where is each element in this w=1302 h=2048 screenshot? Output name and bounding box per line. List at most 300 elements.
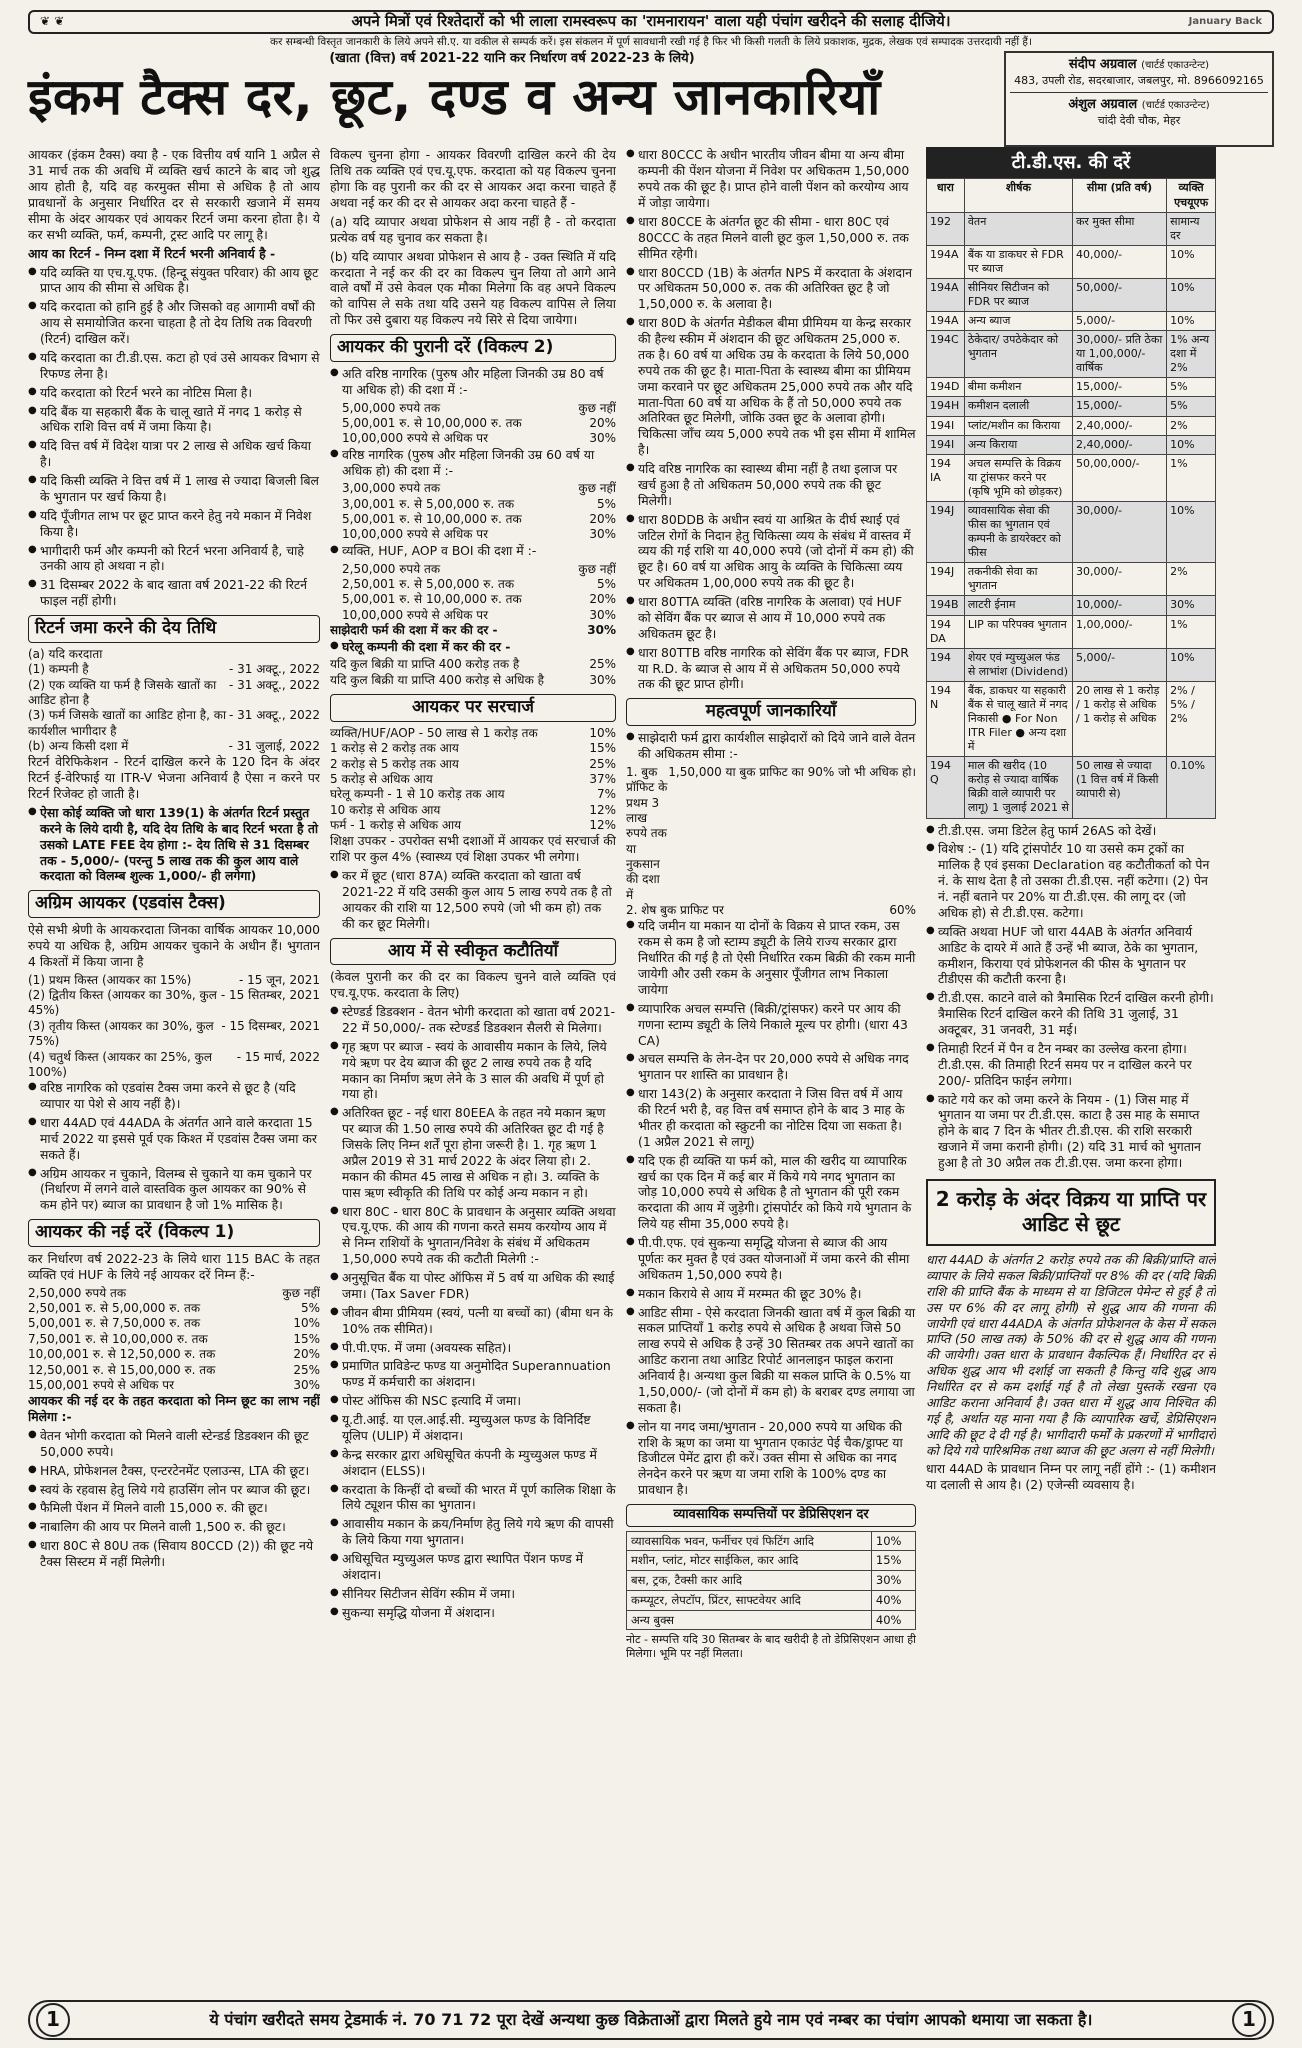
old-rate-row-label: 3,00,000 रुपये तक (342, 481, 441, 496)
tds-cell: 194 (927, 648, 965, 681)
new-rate-row (28, 1378, 320, 1393)
exclusion-item: ● फैमिली पेंशन में मिलने वाली 15,000 रु. की छूट। (28, 1500, 320, 1516)
tds-cell: 10% (1167, 312, 1216, 331)
deduction-item: ● गृह ऋण पर ब्याज - स्वयं के आवासीय मकान के लिये, लिये गये ऋण पर देय ब्याज की छूट 2 लाख रुपये तक है यदि मकान का निर्माण ऋण लेने के 3 साल की अवधि में पूर्ण हो गया हो। (330, 1039, 616, 1103)
tds-cell: सामान्य दर (1167, 212, 1216, 245)
tds-cell: 2,40,000/- (1072, 435, 1166, 454)
partner-salary-row-label: 1. बुक प्रॉफिट के प्रथम 3 लाख रुपये तक या नुकसान की दशा में (626, 764, 668, 902)
old-rate-row-label: 5,00,001 रु. से 10,00,000 रु. तक (342, 415, 522, 430)
section-80c-item: ● सीनियर सिटीजन सेविंग स्कीम में जमा। (330, 1586, 616, 1602)
tds-cell: 30,000/- (1072, 563, 1166, 596)
surcharge-row-value: 37% (589, 771, 616, 786)
ca-address-1: 483, उपली रोड, सदरबाजार, जबलपुर, मो. 8966092165 (1014, 74, 1264, 88)
tds-cell: 194J (927, 563, 965, 596)
partner-salary-row-label: 2. शेष बुक प्राफिट पर (626, 903, 724, 918)
tds-cell: 194B (927, 596, 965, 615)
tds-row (927, 648, 1216, 681)
advance-tax-notes (28, 1080, 320, 1213)
condition-item: ● यदि व्यक्ति या एच.यू.एफ. (हिन्दू संयुक्त परिवार) की आय छूट प्राप्त आय की सीमा से अधिक है। (28, 265, 320, 297)
company-rate-row (330, 673, 616, 688)
condition-item: ● भागीदारी फर्म और कम्पनी को रिटर्न भरना अनिवार्य है, चाहे उनकी आय हो अथवा न हो। (28, 543, 320, 575)
new-rate-row-label: 2,50,001 रु. से 5,00,000 रु. तक (28, 1301, 201, 1316)
tds-cell: बैंक, डाकघर या सहकारी बैंक से चालू खाते में नगद निकासी ● For Non ITR Filer ● अन्य दशा में (964, 681, 1072, 756)
old-rate-row-value: 30% (589, 607, 616, 622)
old-rate-row-label: 5,00,001 रु. से 10,00,000 रु. तक (342, 592, 522, 607)
old-rate-row (342, 527, 616, 542)
page-title: इंकम टैक्स दर, छूट, दण्ड व अन्य जानकारियाँ (28, 68, 881, 127)
ca-role-1: (चार्टर्ड एकाउन्टेन्ट) (1141, 60, 1210, 72)
section-80c-list (330, 1270, 616, 1621)
ornament-icon: ❦ ❦ (40, 14, 65, 29)
tds-cell: 10% (1167, 501, 1216, 562)
tds-cell: वेतन (964, 212, 1072, 245)
tds-cell: 2,40,000/- (1072, 416, 1166, 435)
tds-cell: शेयर एवं म्युच्युअल फंड से लाभांश (Dividend) (964, 648, 1072, 681)
depreciation-table (626, 1531, 916, 1631)
depreciation-cell: कम्प्यूटर, लेपटॉप, प्रिंटर, साफ्टवेयर आदि (627, 1590, 872, 1610)
tds-row (927, 501, 1216, 562)
tds-note: ● टी.डी.एस. काटने वाले को त्रैमासिक रिटर्न दाखिल करनी होगी। त्रैमासिक रिटर्न दाखिल करने की तिथि 31 जुलाई, 31 अक्टूबर, 31 जनवरी, 31 मई। (926, 990, 1216, 1038)
tds-cell: 194A (927, 312, 965, 331)
audit-exemption-text: धारा 44AD के अंतर्गत 2 करोड़ रुपये तक की बिक्री/प्राप्ति वाले व्यापार के लिये सकल बिक्री/प्राप्तियों पर 8% की दर (यदि बिक्री राशि की प्राप्ति बैंक के माध्यम से या डिजिटल पेमेन्ट से हुई है तो उस पर 6% की दर लागू होगी) से शुद्ध आय की गणना की जायेगी एवं धारा 44ADA के अंतर्गत प्रोफेशनल के केस में सकल प्राप्ति (50 लाख तक) के 50% की दर से शुद्ध आय की गणना की जायेगी। उक्त धारा के प्रावधान वैकल्पिक हैं। निर्धारित दर से अधिक शुद्ध आय भी दर्शाई जा सकती है किन्तु यदि शुद्ध आय निर्धारित दर से कम दर्शाई गई है तो लेखा पुस्तकें रखना एवं आडिट कराना अनिवार्य है। उक्त धारा में शुद्ध आय निश्चित की गई है, अर्थात यह माना गया है कि व्यापारिक खर्चे, डेप्रिसिएशन आदि की छूट दे दी गई है। भागीदारी फर्मों के प्रकरणों में भागीदारों को दिये गये पारिश्रमिक तथा ब्याज की छूट अलग से नहीं मिलेगी। (926, 1252, 1216, 1458)
deductions-intro: (केवल पुरानी कर की दर का विकल्प चुनने वाले व्यक्ति एवं एच.यू.एफ. करदाता के लिए) (330, 969, 616, 1001)
due-row (28, 739, 320, 754)
installment-row-value: - 15 जून, 2021 (239, 972, 320, 987)
tds-cell: बैंक या डाकघर से FDR पर ब्याज (964, 245, 1072, 278)
section-item: ● धारा 80TTA व्यक्ति (वरिष्ठ नागरिक के अलावा) एवं HUF को सेविंग बैंक पर ब्याज से आय में 10,000 रुपये तक अधिकतम छूट है। (626, 594, 916, 642)
section-item: ● धारा 80DDB के अधीन स्वयं या आश्रित के दीर्घ स्थाई एवं जटिल रोगों के निदान हेतु चिकित्सा व्यय के संबंध में वास्तव में व्यय की गई राशि या 40,000 रुपये (जो दोनों में कम हो) की छूट है। 60 वर्ष या अधिक आयु के व्यक्ति के चिकित्सा व्यय पर अधिकतम 1,00,000 रुपये तक की छूट है। (626, 512, 916, 591)
tds-cell: 50,000/- (1072, 278, 1166, 311)
old-rate-row-value: कुछ नहीं (578, 400, 616, 415)
section-80c-item: ● यू.टी.आई. या एल.आई.सी. म्युच्युअल फण्ड के विनिर्दिष्ट यूलिप (ULIP) में अंशदान। (330, 1412, 616, 1444)
surcharge-row-label: फर्म - 1 करोड़ से अधिक आय (330, 818, 462, 832)
old-rate-row-value: 5% (596, 577, 616, 592)
exclusion-item: ● वेतन भोगी करदाता को मिलने वाली स्टेन्डर्ड डिडक्शन की छूट 50,000 रुपये। (28, 1428, 320, 1460)
ca-address-2: चांदी देवी चौक, मेहर (1097, 113, 1181, 127)
page-number-left: 1 (36, 2003, 70, 2037)
surcharge-table (330, 726, 616, 834)
tds-row (927, 681, 1216, 756)
new-rate-row-label: 15,00,001 रुपये से अधिक पर (28, 1377, 174, 1392)
tds-cell: 10% (1167, 648, 1216, 681)
old-rate-group-title: ● व्यक्ति, HUF, AOP व BOI की दशा में :- (330, 543, 616, 559)
surcharge-row-value: 7% (596, 787, 616, 802)
installment-row (28, 973, 320, 988)
option-text: विकल्प चुनना होगा - आयकर विवरणी दाखिल करने की देय तिथि तक व्यक्ति एवं एच.यू.एफ. करदाता को यह विकल्प चुनना होगा कि वह पुरानी कर की दर से आयकर अदा करना चाहते हैं अथवा नई कर की दर से आयकर अदा करना चाहते हैं - (330, 147, 616, 211)
section-item: ● धारा 80D के अंतर्गत मेडीकल बीमा प्रीमियम या केन्द्र सरकार की हैल्थ स्कीम में अंशदान की छूट अधिकतम 25,000 रु. तक है। 60 वर्ष या अधिक उम्र के करदाता के लिये 50,000 रुपये तक की छूट है। माता-पिता के स्वास्थ्य बीमा का प्रीमियम जमा करवाने पर छूट अधिकतम 25,000 रुपये तक और यदि माता-पिता 60 वर्ष या अधिक के हैं तो 50,000 रुपये तक अतिरिक्त छूट मिलेगी, जोकि उक्त छूट के अलावा होगी। चिकित्सा जाँच व्यय 5,000 रुपये तक भी इस सीमा में शामिल है। (626, 315, 916, 458)
important-info-list (626, 918, 916, 1498)
deduction-item: ● धारा 80C - धारा 80C के प्रावधान के अनुसार व्यक्ति अथवा एच.यू.एफ. की आय की गणना करते समय करयोग्य आय में से निम्न राशियों के भुगतान/निवेश के संबंध में अधिकतम 1,50,000 रुपये तक की कटौती मिलेगी :- (330, 1204, 616, 1268)
surcharge-row-value: 12% (589, 818, 616, 832)
option-a: (a) यदि व्यापार अथवा प्रोफेशन से आय नहीं है - तो करदाता प्रत्येक वर्ष यह चुनाव कर सकता है। (330, 213, 616, 245)
tds-cell: अन्य ब्याज (964, 312, 1072, 331)
tds-column-header: सीमा (प्रति वर्ष) (1072, 179, 1166, 212)
surcharge-row-value: 25% (589, 756, 616, 771)
tds-note: ● विशेष :- (1) यदि ट्रांसपोर्टर 10 या उससे कम ट्रकों का मालिक है एवं इसका Declaration वह कटौतीकर्ता को पेन नं. के साथ देता है तो उसका टी.डी.एस. नहीं कटेगा। (2) पेन नं. नहीं बताने पर 20% या टी.डी.एस. की लागू दर (जो अधिक हो) से टी.डी.एस. कटेगा। (926, 841, 1216, 920)
due-row-value: - 31 अक्टू., 2022 (229, 662, 320, 677)
new-rate-row (28, 1301, 320, 1316)
tds-cell: 194A (927, 245, 965, 278)
rebate-text: ● कर में छूट (धारा 87A) व्यक्ति करदाता को खाता वर्ष 2021-22 में यदि उसकी कुल आय 5 लाख रुपये तक है तो आयकर की राशि या 12,500 रुपये (जो भी कम हो) तक की कर छूट मिलेगी। (330, 868, 616, 932)
tds-cell: 192 (927, 212, 965, 245)
important-info-heading: महत्वपूर्ण जानकारियाँ (626, 698, 916, 726)
new-rates-table (28, 1286, 320, 1394)
fiscal-year-line: (खाता (वित्त) वर्ष 2021-22 यानि कर निर्धारण वर्ष 2022-23 के लिये) (329, 51, 695, 67)
ca-role-2: (चार्टर्ड एकाउन्टेन्ट) (1141, 100, 1210, 112)
surcharge-row-value: 15% (589, 741, 616, 756)
deductions-list (330, 1004, 616, 1267)
due-row-value: - 31 अक्टू., 2022 (229, 677, 320, 692)
depreciation-cell: 10% (871, 1531, 915, 1551)
depreciation-cell: 30% (871, 1571, 915, 1591)
due-row-label: (1) कम्पनी है (28, 662, 89, 677)
due-row-label: (a) यदि करदाता (28, 646, 103, 661)
important-item: ● अचल सम्पत्ति के लेन-देन पर 20,000 रुपये से अधिक नगद भुगतान पर शास्ति का प्रावधान है। (626, 1051, 916, 1083)
tds-cell: 194C (927, 331, 965, 378)
old-rate-row (342, 431, 616, 446)
tds-cell: 194H (927, 397, 965, 416)
tds-cell: 20 लाख से 1 करोड़ / 1 करोड़ से अधिक / 1 करोड़ से अधिक (1072, 681, 1166, 756)
tds-heading: टी.डी.एस. की दरें (926, 147, 1216, 178)
old-rate-row-label: 5,00,001 रु. से 10,00,000 रु. तक (342, 512, 522, 527)
tds-cell: सीनियर सिटीजन को FDR पर ब्याज (964, 278, 1072, 311)
partner-salary-row-value: 1,50,000 या बुक प्राफिट का 90% जो भी अधिक हो। (668, 764, 916, 779)
surcharge-row (330, 818, 616, 833)
important-item: ● यदि जमीन या मकान या दोनों के विक्रय से प्राप्त रकम, उस रकम से कम है जो स्टाम्प ड्यूटी के लिये राज्य सरकार द्वारा निर्धारित की गई है तो ऐसी निर्धारित रकम बिक्री की रकम मानी जायेगी और उसी रकम के अनुसार पूँजीगत लाभ निकाला जायेगा (626, 918, 916, 997)
new-rate-row (28, 1286, 320, 1301)
tds-cell: बीमा कमीशन (964, 378, 1072, 397)
tds-row (927, 615, 1216, 648)
old-rate-group (330, 562, 616, 623)
tds-note: ● काटे गये कर को जमा करने के नियम - (1) जिस माह में भुगतान या जमा पर टी.डी.एस. काटा है उस माह के समाप्त होने के बाद 7 दिन के भीतर टी.डी.एस. की राशि सरकारी खजाने में जमा करानी होगी। (2) यदि 31 मार्च को भुगतान हुआ है तो 30 अप्रैल तक टी.डी.एस. जमा करना होगा। (926, 1092, 1216, 1171)
column-1 (28, 147, 320, 1997)
top-banner (28, 10, 1274, 34)
tds-cell: 2% (1167, 416, 1216, 435)
new-rate-row-value: 15% (293, 1331, 320, 1346)
tds-cell: 2% / 5% / 2% (1167, 681, 1216, 756)
old-rate-row-label: 10,00,000 रुपये से अधिक पर (342, 527, 488, 542)
important-item: ● पी.पी.एफ. एवं सुकन्या समृद्धि योजना से ब्याज की आय पूर्णतः कर मुक्त है एवं उक्त योजनाओं में जमा करने की सीमा अधिकतम 1,50,000 रुपये है। (626, 1235, 916, 1283)
tds-row (927, 397, 1216, 416)
exclusion-item: ● स्वयं के रहवास हेतु लिये गये हाउसिंग लोन पर ब्याज की छूट। (28, 1482, 320, 1498)
ca-name-2: अंशुल अग्रवाल (1068, 97, 1138, 113)
tds-cell: 1% (1167, 615, 1216, 648)
deduction-item: ● स्टेण्डर्ड डिडक्शन - वेतन भोगी करदाता को खाता वर्ष 2021-22 में 50,000/- तक स्टेण्डर्ड डिडक्शन सैलरी से मिलेगा। (330, 1004, 616, 1036)
top-right-label: January Back (1188, 15, 1262, 27)
due-row-label: (2) एक व्यक्ति या फर्म है जिसके खातों का आडिट होना है (28, 677, 217, 707)
old-rate-row (342, 401, 616, 416)
section-item: ● धारा 80CCC के अधीन भारतीय जीवन बीमा या अन्य बीमा कम्पनी की पेंशन योजना में निवेश पर अधिकतम 1,50,000 रुपये तक की छूट है। प्राप्त होने वाली पेंशन को करयोग्य आय में जोड़ा जायेगा। (626, 147, 916, 211)
column-3 (626, 147, 916, 1997)
depreciation-cell: 40% (871, 1590, 915, 1610)
disclaimer: कर सम्बन्धी विस्तृत जानकारी के लिये अपने सी.ए. या वकील से सम्पर्क करें। इस संकलन में पूर्ण सावधानी रखी गई है फिर भी किसी गलती के लिये प्रकाशक, मुद्रक, लेखक एवं सम्पादक उत्तरदायी नहीं हैं। (270, 36, 1032, 48)
tds-cell: 5% (1167, 397, 1216, 416)
tds-cell: 30% (1167, 596, 1216, 615)
old-rate-row-label: 5,00,000 रुपये तक (342, 400, 441, 415)
tds-cell: ठेकेदार/ उपठेकेदार को भुगतान (964, 331, 1072, 378)
new-rate-row-value: 30% (293, 1377, 320, 1392)
condition-item: ● 31 दिसम्बर 2022 के बाद खाता वर्ष 2021-22 की रिटर्न फाइल नहीं होगी। (28, 577, 320, 609)
footer-text: ये पंचांग खरीदते समय ट्रेडमार्क नं. 70 71 72 पूरा देखें अन्यथा कुछ विक्रेताओं द्वारा मिलते हुये नाम एवं नम्बर का पंचांग आपको थमाया जा सकता है। (209, 2009, 1093, 2029)
surcharge-row-label: 1 करोड़ से 2 करोड़ तक आय (330, 741, 459, 756)
installment-row-label: (2) द्वितीय किस्त (आयकर का 30%, कुल 45%) (28, 988, 217, 1018)
tds-cell: 194 N (927, 681, 965, 756)
tds-cell: 1,00,000/- (1072, 615, 1166, 648)
tds-cell: 194I (927, 416, 965, 435)
old-rate-row-label: 3,00,001 रु. से 5,00,000 रु. तक (342, 496, 515, 511)
due-date-heading: रिटर्न जमा करने की देय तिथि (28, 615, 320, 643)
surcharge-row-label: व्यक्ति/HUF/AOP - 50 लाख से 1 करोड़ तक (330, 725, 538, 740)
deductions-heading: आय में से स्वीकृत कटौतियाँ (330, 938, 616, 966)
important-item: ● यदि एक ही व्यक्ति या फर्म को, माल की खरीद या व्यापारिक खर्च का एक दिन में कई बार में किये गये नगद भुगतान का जोड़ 10,000 रुपये से अधिक है तो भुगतान की पूरी रकम करदाता की आय में जुड़ेगी। ट्रांसपोर्टर को किये गये भुगतान के लिये यह सीमा 35,000 रुपये है। (626, 1153, 916, 1232)
tds-cell: 10% (1167, 435, 1216, 454)
return-conditions (28, 265, 320, 610)
tds-cell: 15,000/- (1072, 397, 1166, 416)
deduction-item: ● अतिरिक्त छूट - नई धारा 80EEA के तहत नये मकान ऋण पर ब्याज की 1.50 लाख रुपये की अतिरिक्त छूट दी गई है जिसके लिए निम्न शर्तें पूरा होना जरूरी है। 1. गृह ऋण 1 अप्रैल 2019 से 31 मार्च 2022 के अंदर लिया हो। 2. मकान की कीमत 45 लाख से अधिक न हो। 3. व्यक्ति के पास ऋण स्वीकृति की तिथि पर कोई अन्य मकान न हो। (330, 1105, 616, 1200)
surcharge-row-label: 10 करोड़ से अधिक आय (330, 802, 441, 817)
tds-cell: 194D (927, 378, 965, 397)
verification-text: रिटर्न वेरिफिकेशन - रिटर्न दाखिल करने के 120 दिन के अंदर रिटर्न ई-वेरिफाई या ITR-V भेजना अनिवार्य है ऐसा न करने पर रिटर्न रिजेक्ट हो जाती है। (28, 754, 320, 802)
old-rate-row-label: 2,50,001 रु. से 5,00,000 रु. तक (342, 577, 515, 592)
advance-note: ● धारा 44AD एवं 44ADA के अंतर्गत आने वाले करदाता 15 मार्च 2022 या इससे पूर्व एक किश्त में एडवांस टैक्स जमा कर सकते हैं। (28, 1115, 320, 1163)
new-rate-row-value: 20% (293, 1347, 320, 1362)
section-80c-item: ● आवासीय मकान के क्रय/निर्माण हेतु लिये गये ऋण की वापसी के लिये किया गया भुगतान। (330, 1516, 616, 1548)
header (28, 51, 1274, 147)
tds-cell: 194 IA (927, 454, 965, 501)
tds-row (927, 245, 1216, 278)
old-rate-group (330, 401, 616, 447)
condition-item: ● यदि पूँजीगत लाभ पर छूट प्राप्त करने हेतु नये मकान में निवेश किया है। (28, 508, 320, 540)
old-rate-row-label: 10,00,000 रुपये से अधिक पर (342, 431, 488, 446)
new-rate-row-value: 10% (293, 1316, 320, 1331)
important-item: ● लोन या नगद जमा/भुगतान - 20,000 रुपये या अधिक की राशि के ऋण का जमा या भुगतान एकाउंट पेई चैक/ड्राफ्ट या डिजीटल पेमेंट द्वारा ही करें। उक्त सीमा से अधिक का नगद लेनदेन करने पर ऋण या जमा राशि के 100% दण्ड का प्रावधान है। (626, 1419, 916, 1498)
section-80c-item: ● पोस्ट ऑफिस की NSC इत्यादि में जमा। (330, 1393, 616, 1409)
new-rate-row-label: 2,50,000 रुपये तक (28, 1285, 127, 1300)
installment-row-label: (1) प्रथम किस्त (आयकर का 15%) (28, 972, 192, 987)
partner-salary-row-value: 60% (889, 903, 916, 918)
old-rate-row-value: कुछ नहीं (578, 561, 616, 576)
exclusion-item: ● धारा 80C से 80U तक (सिवाय 80CCD (2)) की छूट नये टैक्स सिस्टम में नहीं मिलेगी। (28, 1538, 320, 1570)
tds-cell: माल की खरीद (10 करोड़ से ज्यादा वार्षिक बिक्री वाले व्यापारी पर लागू) 1 जुलाई 2021 से (964, 757, 1072, 818)
new-rate-row-label: 7,50,001 रु. से 10,00,000 रु. तक (28, 1331, 208, 1346)
surcharge-row (330, 787, 616, 802)
ca-box (1004, 51, 1274, 147)
section-item: ● यदि वरिष्ठ नागरिक का स्वास्थ्य बीमा नहीं है तथा इलाज पर खर्च हुआ है तो अधिकतम 50,000 रुपये तक की छूट मिलेगी। (626, 461, 916, 509)
old-rate-row (342, 608, 616, 623)
old-rate-row-label: 10,00,000 रुपये से अधिक पर (342, 607, 488, 622)
section-item: ● धारा 80CCD (1B) के अंतर्गत NPS में करदाता के अंशदान पर अधिकतम 50,000 रु. तक की अतिरिक्त छूट है जो 1,50,000 रु. के अलावा है। (626, 265, 916, 313)
footer (28, 2000, 1274, 2040)
tds-cell: प्लांट/मशीन का किराया (964, 416, 1072, 435)
depreciation-row (627, 1590, 916, 1610)
column-4 (926, 147, 1216, 1997)
surcharge-heading: आयकर पर सरचार्ज (330, 694, 616, 722)
installment-row (28, 1019, 320, 1050)
old-rate-group-title: ● अति वरिष्ठ नागरिक (पुरुष और महिला जिनकी उम्र 80 वर्ष या अधिक हो) की दशा में :- (330, 366, 616, 398)
installment-row (28, 988, 320, 1019)
condition-item: ● यदि बैंक या सहकारी बैंक के चालू खाते में नगद 1 करोड़ से अधिक राशि वित्त वर्ष में जमा किया है। (28, 404, 320, 436)
new-rate-row-label: 12,50,001 रु. से 15,00,000 रु. तक (28, 1362, 216, 1377)
tds-note: ● व्यक्ति अथवा HUF जो धारा 44AB के अंतर्गत अनिवार्य आडिट के दायरे में आते हैं उन्हें भी ब्याज, ठेके का भुगतान, कमीशन, किराया एवं प्रोफेशनल की फीस के भुगतान पर टीडीएस की कटौती करना है। (926, 924, 1216, 988)
important-intro: ● साझेदारी फर्म द्वारा कार्यशील साझेदारों को दिये जाने वाले वेतन की अधिकतम सीमा :- (626, 730, 916, 762)
new-rate-row-label: 5,00,001 रु. से 7,50,000 रु. तक (28, 1316, 201, 1331)
new-rates-intro: कर निर्धारण वर्ष 2022-23 के लिये धारा 115 BAC के तहत व्यक्ति एवं HUF के लिये नई आयकर दरें निम्न हैं:- (28, 1250, 320, 1282)
tds-cell: 50,00,000/- (1072, 454, 1166, 501)
installment-row-label: (4) चतुर्थ किस्त (आयकर का 25%, कुल 100%) (28, 1049, 213, 1079)
important-item: ● धारा 143(2) के अनुसार करदाता ने जिस वित्त वर्ष में आय की रिटर्न भरी है, वह वित्त वर्ष समाप्त होने के बाद 3 माह के भीतर ही करदाता को स्क्रुटनी का नोटिस दिया जा सकता है। (1 अप्रैल 2021 से लागू) (626, 1086, 916, 1150)
new-rate-row-value: 5% (300, 1301, 320, 1316)
exclusion-item: ● नाबालिग की आय पर मिलने वाली 1,500 रु. की छूट। (28, 1519, 320, 1535)
top-banner-text: अपने मित्रों एवं रिश्तेदारों को भी लाला रामस्वरूप का 'रामनारायन' वाला यही पंचांग खरीदने की सलाह दीजिये। (351, 12, 951, 31)
tds-cell: अचल सम्पत्ति के विक्रय या ट्रांसफर करने पर (कृषि भूमि को छोड़कर) (964, 454, 1072, 501)
tds-cell: LIP का परिपक्व भुगतान (964, 615, 1072, 648)
tds-cell: तकनीकी सेवा का भुगतान (964, 563, 1072, 596)
surcharge-row-value: 12% (589, 802, 616, 817)
advance-tax-installments (28, 973, 320, 1081)
tds-row (927, 757, 1216, 818)
new-rate-row (28, 1332, 320, 1347)
section-item: ● धारा 80TTB वरिष्ठ नागरिक को सेविंग बैंक पर ब्याज, FDR या R.D. के ब्याज से आय में से अधिकतम 50,000 रुपये तक की छूट प्राप्त होगी। (626, 645, 916, 693)
condition-item: ● यदि करदाता को रिटर्न भरने का नोटिस मिला है। (28, 385, 320, 401)
company-heading: ● घरेलू कम्पनी की दशा में कर की दर - (330, 639, 616, 655)
old-rate-row (342, 577, 616, 592)
depreciation-cell: मशीन, प्लांट, मोटर साईकिल, कार आदि (627, 1551, 872, 1571)
new-rate-row-label: 10,00,001 रु. से 12,50,000 रु. तक (28, 1347, 216, 1362)
surcharge-row-value: 10% (589, 725, 616, 740)
tds-cell: 5,000/- (1072, 312, 1166, 331)
tds-row (927, 563, 1216, 596)
company-rate-row-label: यदि कुल बिक्री या प्राप्ति 400 करोड़ से अधिक है (330, 672, 544, 687)
installment-row-value: - 15 मार्च, 2022 (236, 1049, 320, 1064)
depreciation-note: नोट - सम्पत्ति यदि 30 सितम्बर के बाद खरीदी है तो डेप्रिसिएशन आधा ही मिलेगा। भूमि पर नहीं मिलता। (626, 1633, 916, 1661)
due-date-list (28, 647, 320, 755)
option-b: (b) यदि व्यापार अथवा प्रोफेशन से आय है - उक्त स्थिति में यदि करदाता ने नई कर की दर का विकल्प चुन लिया तो आगे आने वाले वर्षों में उसे केवल एक मौका मिलेगा कि वह अपने विकल्प को वापिस ले सके तथा यदि उसने यह विकल्प वापिस ले लिया तो फिर उसे दुबारा यह विकल्प नये सिरे से दिया जायेगा। (330, 248, 616, 328)
important-item: ● आडिट सीमा - ऐसे करदाता जिनकी खाता वर्ष में कुल बिक्री या सकल प्राप्तियाँ 1 करोड़ रुपये से अधिक है अथवा जिसे 50 लाख रुपये से अधिक है उन्हें 30 सितम्बर तक अपने खातों का आडिट कराना तथा आडिट रिपोर्ट आनलाइन फाइल कराना अनिवार्य है। अन्यथा कुल बिक्री या सकल प्राप्ति के 0.5% या 1,50,000/- (जो दोनों में कम हो) के बराबर दण्ड लगाया जा सकता है। (626, 1305, 916, 1416)
company-rate-row (330, 657, 616, 672)
surcharge-row-label: 5 करोड़ से अधिक आय (330, 771, 433, 786)
surcharge-row (330, 803, 616, 818)
old-rate-row-value: 5% (596, 496, 616, 511)
partner-firm-value: 30% (587, 623, 616, 638)
cess-text: शिक्षा उपकर - उपरोक्त सभी दशाओं में आयकर एवं सरचार्ज की राशि पर कुल 4% (स्वास्थ्य एवं शिक्षा उपकर भी लगेगा। (330, 833, 616, 865)
intro-text: आयकर (इंकम टैक्स) क्या है - एक वित्तीय वर्ष यानि 1 अप्रैल से 31 मार्च तक की अवधि में व्यक्ति खर्च काटने के बाद जो शुद्ध आय होती है, यदि वह करमुक्त सीमा से अधिक है तो आय प्रावधानों के अनुसार निर्धारित दर से सरकारी खजाने में समय सीमा के अंदर आयकर एवं आयकर रिटर्न जमा करना होता है। ये कर सभी व्यक्ति, फर्म, कम्पनी, ट्रस्ट आदि पर लागू है। (28, 147, 320, 242)
old-rates-groups (330, 366, 616, 623)
section-80c-item: ● अनुसूचित बैंक या पोस्ट ऑफिस में 5 वर्ष या अधिक की स्थाई जमा। (Tax Saver FDR) (330, 1270, 616, 1302)
depreciation-cell: अन्य बुक्स (627, 1610, 872, 1630)
due-row (28, 662, 320, 677)
old-rate-row-value: 20% (589, 512, 616, 527)
old-rate-row-value: 20% (589, 415, 616, 430)
important-item: ● व्यापारिक अचल सम्पत्ति (बिक्री/ट्रांसफर) करने पर आय की गणना स्टाम्प ड्यूटी के लिये निकाले मूल्य पर होगी। (धारा 43 CA) (626, 1001, 916, 1049)
tds-cell: 30,000/- प्रति ठेका या 1,00,000/- वार्षिक (1072, 331, 1166, 378)
tds-cell: 10% (1167, 245, 1216, 278)
late-fee-text: ● ऐसा कोई व्यक्ति जो धारा 139(1) के अंतर्गत रिटर्न प्रस्तुत करने के लिये दायी है, यदि देय तिथि के बाद रिटर्न भरता है तो उसको LATE FEE देय होगा :- देय तिथि से 31 दिसम्बर तक - 5,000/- (परन्तु 5 लाख तक की कुल आय वाले करदाता को विलम्ब शुल्क 1,000/- ही लगेगा) (28, 805, 320, 884)
new-rate-row-value: कुछ नहीं (282, 1285, 320, 1300)
section-item: ● धारा 80CCE के अंतर्गत छूट की सीमा - धारा 80C एवं 80CCC के तहत मिलने वाली छूट कुल 1,50,000 रु. तक सीमित रहेगी। (626, 214, 916, 262)
tds-row (927, 416, 1216, 435)
surcharge-row-label: 2 करोड़ से 5 करोड़ तक आय (330, 756, 459, 771)
surcharge-row (330, 757, 616, 772)
installment-row (28, 1050, 320, 1081)
tds-cell: 194I (927, 435, 965, 454)
condition-item: ● यदि करदाता का टी.डी.एस. कटा हो एवं उसे आयकर विभाग से रिफण्ड लेना है। (28, 350, 320, 382)
partner-salary-row (626, 765, 916, 903)
old-rate-row-value: कुछ नहीं (578, 481, 616, 496)
partner-salary-row (626, 903, 916, 918)
old-rate-row-value: 30% (589, 527, 616, 542)
due-row-label: (3) फर्म जिसके खातों का आडिट होना है, का कार्यशील भागीदार है (28, 708, 227, 738)
tds-cell: 30,000/- (1072, 501, 1166, 562)
exclusion-item: ● HRA, प्रोफेशनल टैक्स, एन्टरटेनमेंट एलाउन्स, LTA की छूट। (28, 1463, 320, 1479)
company-rate-row-label: यदि कुल बिक्री या प्राप्ति 400 करोड़ तक है (330, 657, 520, 672)
advance-tax-heading: अग्रिम आयकर (एडवांस टैक्स) (28, 890, 320, 918)
tds-cell: 10,000/- (1072, 596, 1166, 615)
return-heading: आय का रिटर्न - निम्न दशा में रिटर्न भरनी अनिवार्य है - (28, 245, 276, 261)
condition-item: ● यदि वित्त वर्ष में विदेश यात्रा पर 2 लाख से अधिक खर्च किया है। (28, 438, 320, 470)
installment-row-value: - 15 दिसम्बर, 2021 (221, 1018, 320, 1033)
tds-cell: 50 लाख से ज्यादा (1 वित्त वर्ष में किसी व्यापारी से) (1072, 757, 1166, 818)
company-rate-row-value: 25% (589, 657, 616, 672)
installment-row-value: - 15 सितम्बर, 2021 (220, 988, 320, 1003)
depreciation-cell: व्यावसायिक भवन, फर्नीचर एवं फिटिंग आदि (627, 1531, 872, 1551)
section-80c-item: ● सुकन्या समृद्धि योजना में अंशदान। (330, 1605, 616, 1621)
new-rates-exclusions-heading: आयकर की नई दर के तहत करदाता को निम्न छूट का लाभ नहीं मिलेगा :- (28, 1393, 320, 1425)
due-row (28, 678, 320, 709)
section-80c-item: ● अधिसूचित म्युच्युअल फण्ड द्वारा स्थापित पेंशन फण्ड में अंशदान। (330, 1551, 616, 1583)
page-number-right: 1 (1232, 2003, 1266, 2037)
tds-cell: 5% (1167, 378, 1216, 397)
due-row (28, 647, 320, 662)
tds-cell: लाटरी ईनाम (964, 596, 1072, 615)
section-80c-item: ● करदाता के किन्हीं दो बच्चों की भारत में पूर्ण कालिक शिक्षा के लिये ट्यूशन फीस का भुगतान। (330, 1482, 616, 1514)
tds-cell: 5,000/- (1072, 648, 1166, 681)
depreciation-row (627, 1551, 916, 1571)
tds-row (927, 278, 1216, 311)
section-80c-item: ● केन्द्र सरकार द्वारा अधिसूचित कंपनी के म्युच्युअल फण्ड में अंशदान (ELSS)। (330, 1447, 616, 1479)
surcharge-row (330, 772, 616, 787)
tds-column-header: धारा (927, 179, 965, 212)
tds-cell: 40,000/- (1072, 245, 1166, 278)
due-row (28, 708, 320, 739)
tds-cell: 0.10% (1167, 757, 1216, 818)
depreciation-row (627, 1571, 916, 1591)
depreciation-cell: बस, ट्रक, टैक्सी कार आदि (627, 1571, 872, 1591)
old-rate-row (342, 481, 616, 496)
partner-firm-rate (330, 623, 616, 638)
audit-exemption-heading: 2 करोड़ के अंदर विक्रय या प्राप्ति पर आडिट से छूट (926, 1179, 1216, 1246)
company-rates (330, 657, 616, 688)
installment-row-label: (3) तृतीय किस्त (आयकर का 30%, कुल 75%) (28, 1018, 214, 1049)
new-rates-heading: आयकर की नई दरें (विकल्प 1) (28, 1219, 320, 1247)
tds-cell: 194 DA (927, 615, 965, 648)
tds-cell: कमीशन दलाली (964, 397, 1072, 416)
tds-cell: 1% अन्य दशा में 2% (1167, 331, 1216, 378)
new-rate-row (28, 1347, 320, 1362)
tds-column-header: व्यक्ति एचयूएफ (1167, 179, 1216, 212)
section-80c-item: ● प्रमाणित प्राविडेन्ट फण्ड या अनुमोदित Superannuation फण्ड में कर्मचारी का अंशदान। (330, 1358, 616, 1390)
tds-cell: 10% (1167, 278, 1216, 311)
condition-item: ● यदि किसी व्यक्ति ने वित्त वर्ष में 1 लाख से ज्यादा बिजली बिल के भुगतान पर खर्च किया है। (28, 473, 320, 505)
old-rate-row-value: 20% (589, 592, 616, 607)
new-rate-row (28, 1363, 320, 1378)
ca-name-1: संदीप अग्रवाल (1068, 57, 1137, 73)
tds-cell: 15,000/- (1072, 378, 1166, 397)
old-rate-row-value: 30% (589, 431, 616, 446)
tds-cell: 2% (1167, 563, 1216, 596)
depreciation-row (627, 1610, 916, 1630)
section-80c-item: ● जीवन बीमा प्रीमियम (स्वयं, पत्नी या बच्चों का) (बीमा धन के 10% तक सीमित)। (330, 1305, 616, 1337)
audit-exemption-tail: धारा 44AD के प्रावधान निम्न पर लागू नहीं होंगे :- (1) कमीशन या दलाली से आय है। (2) एजेन्सी व्यवसाय है। (926, 1461, 1216, 1493)
